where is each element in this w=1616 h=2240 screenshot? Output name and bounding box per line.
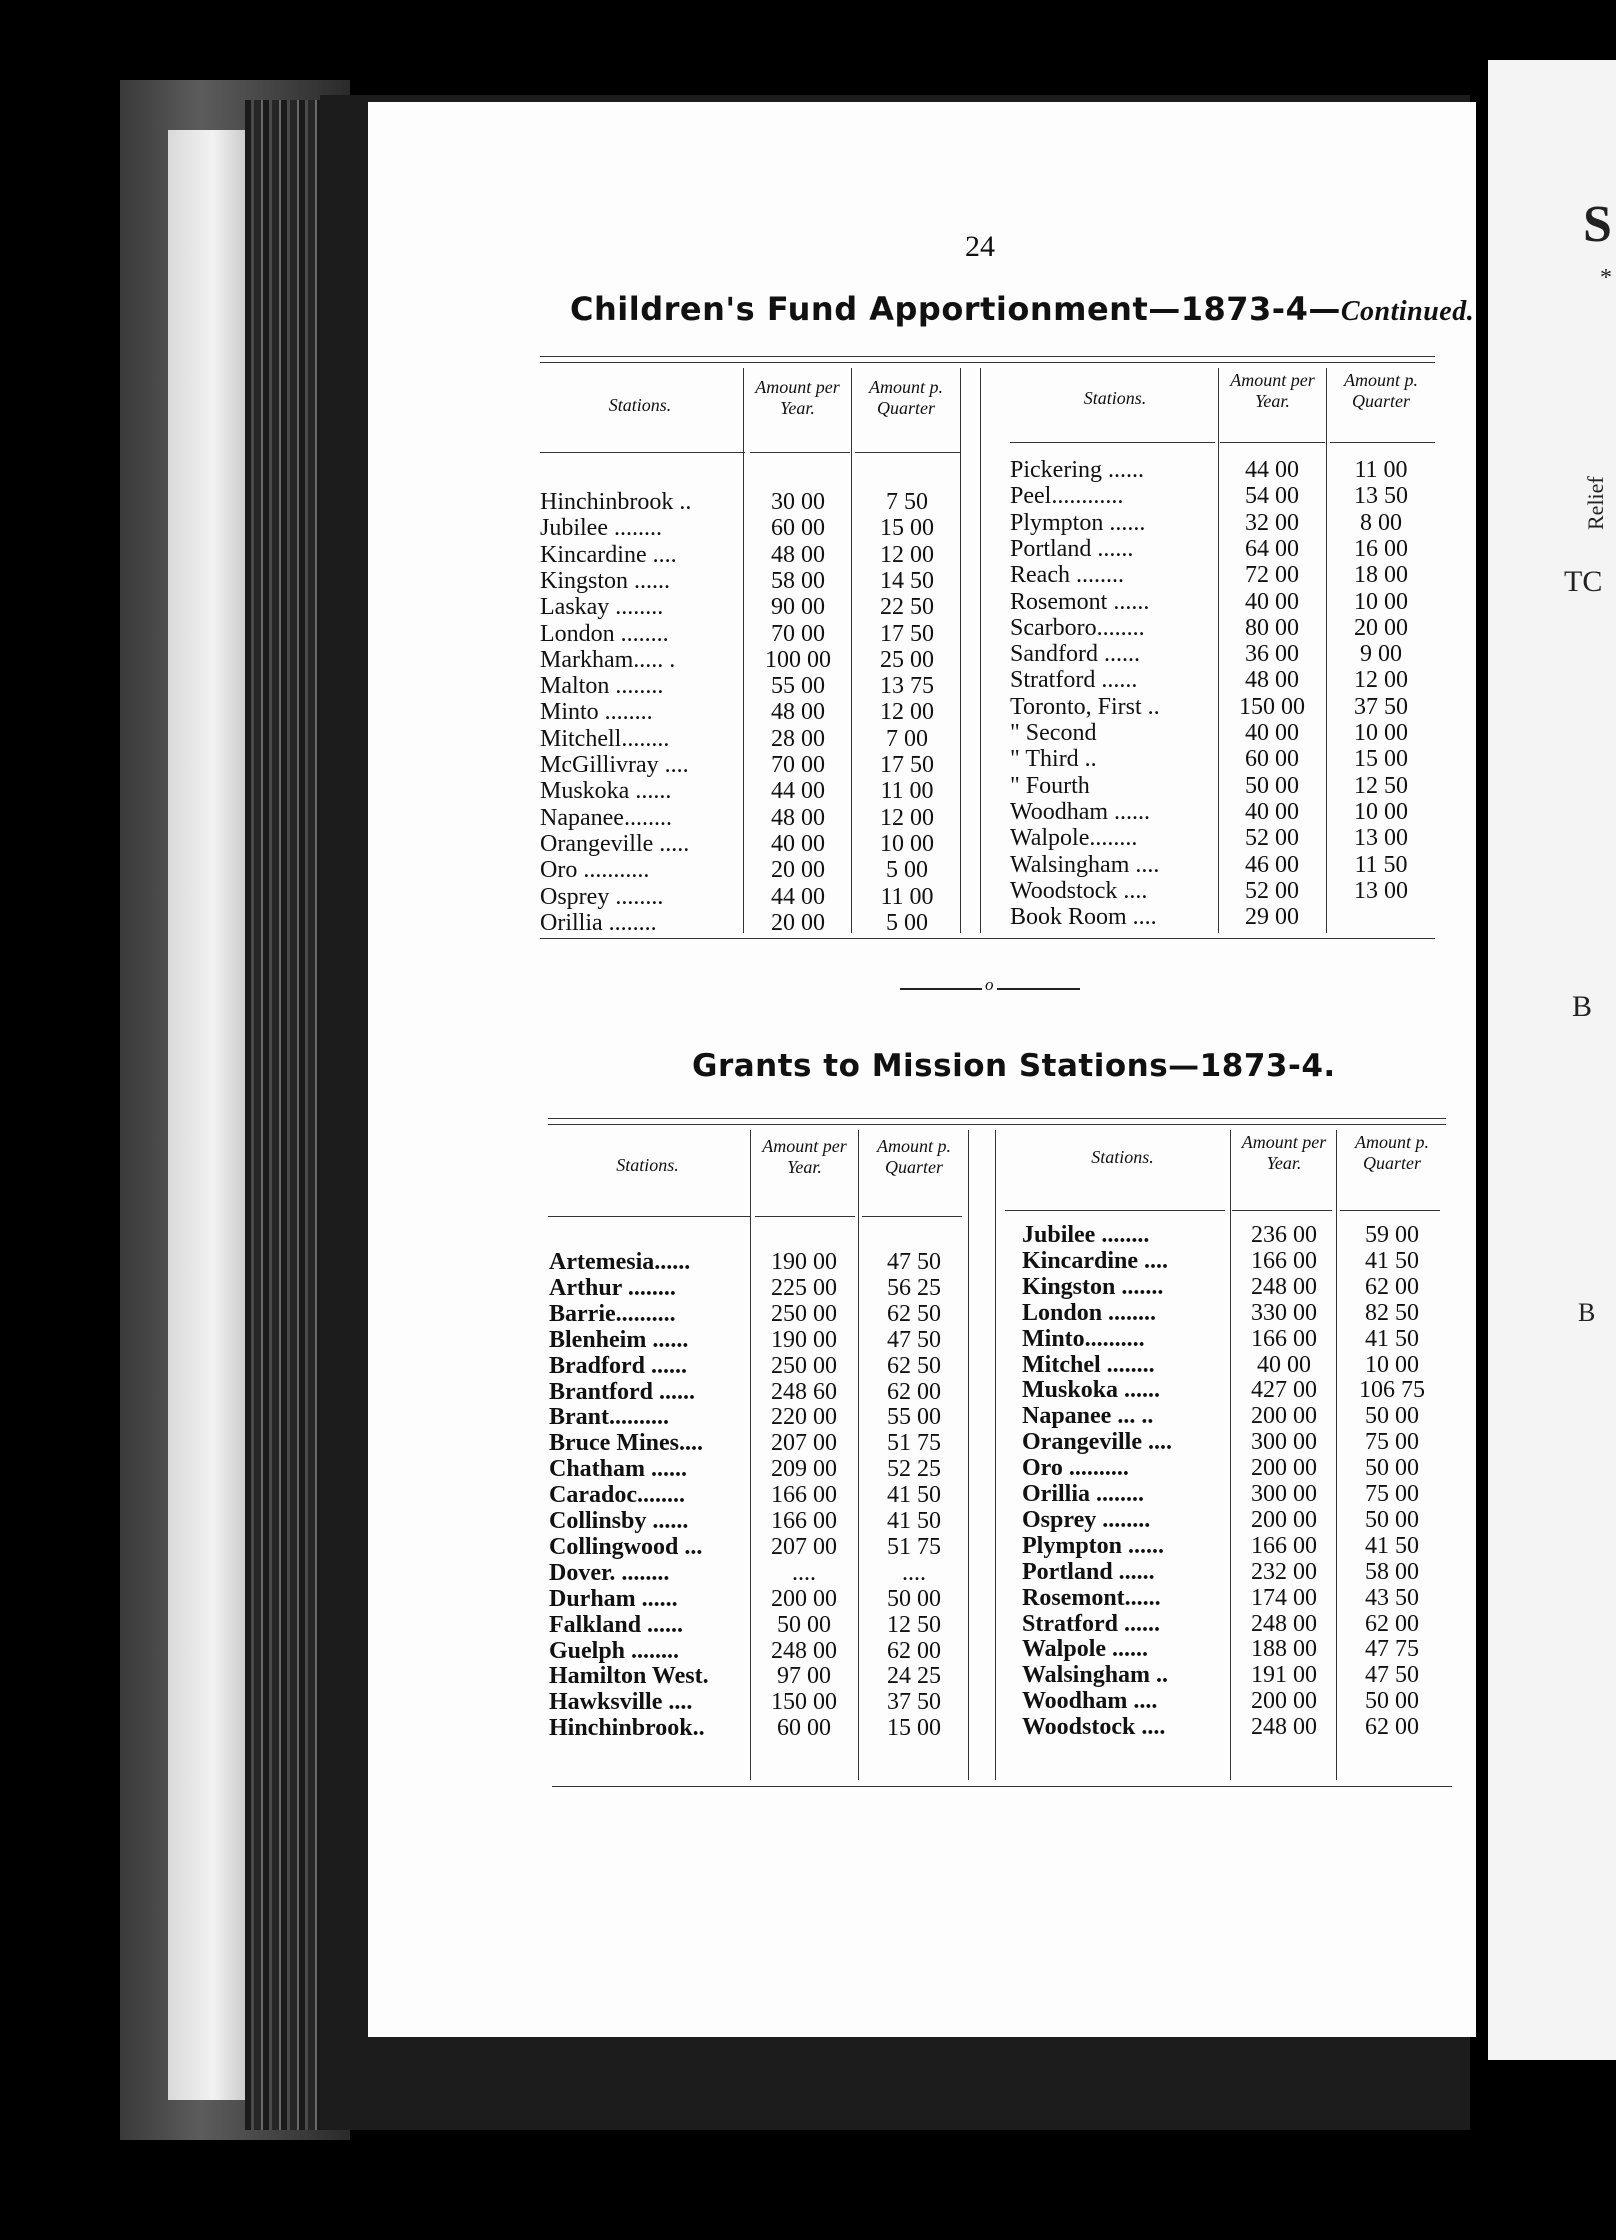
amount-per-quarter: 41 50 [1365,1532,1419,1559]
header-amount-quarter: Amount p. Quarter [1344,370,1418,411]
station-name: Napanee........ [540,804,672,831]
amount-per-year: 48 00 [771,804,825,831]
station-name: Toronto, First .. [1010,693,1160,720]
amount-per-year: 188 00 [1251,1636,1317,1663]
station-name: Oro ........... [540,857,650,884]
amount-per-quarter: 50 00 [1365,1688,1419,1715]
amount-per-year: 32 00 [1245,509,1299,536]
table-rule [548,1118,1446,1119]
amount-per-quarter: 8 00 [1360,509,1402,536]
adjacent-fragment: * [1600,265,1612,291]
station-name: Osprey ........ [1022,1506,1151,1533]
station-name: Bradford ...... [549,1352,687,1379]
station-name: Jubilee ........ [1022,1222,1150,1248]
amount-per-year: 40 00 [1245,798,1299,825]
amount-per-year: 220 00 [771,1404,837,1431]
station-name: Hamilton West. [549,1663,709,1690]
column-rule [1336,1130,1337,1780]
station-name: Caradoc........ [549,1482,685,1509]
amount-per-year: 30 00 [771,489,825,515]
table-rule [548,1216,750,1217]
amount-per-year: 200 00 [1251,1506,1317,1533]
amount-per-quarter: 10 00 [1354,798,1408,825]
amount-per-year: 207 00 [771,1533,837,1560]
amount-per-year: 190 00 [771,1326,837,1353]
column-rule [851,368,852,933]
amount-per-quarter: 25 00 [880,646,934,673]
table-rule [540,938,1435,939]
amount-per-year: 250 00 [771,1300,837,1327]
amount-per-quarter: 75 00 [1365,1481,1419,1507]
column-rule [1326,368,1327,933]
station-name: Walpole ...... [1022,1636,1149,1663]
station-name: Walsingham .. [1022,1662,1169,1689]
amount-per-quarter: 12 50 [1354,772,1408,799]
header-amount-year: Amount per Year. [762,1136,847,1177]
header-amount-quarter: Amount p. Quarter [1355,1132,1429,1173]
amount-per-quarter: 24 25 [887,1663,941,1690]
amount-per-quarter: 11 00 [1354,457,1408,483]
station-name: Kingston ...... [540,567,671,594]
amount-per-quarter: 50 00 [887,1585,941,1612]
station-name: Arthur ........ [549,1274,676,1301]
amount-per-quarter: 51 75 [887,1533,941,1560]
amount-per-quarter: 12 00 [880,699,934,726]
table-rule [540,452,745,453]
column-rule [968,1130,969,1780]
column-rule [858,1130,859,1780]
amount-per-quarter: 47 50 [1365,1662,1419,1689]
amount-per-quarter: 17 50 [880,620,934,647]
station-name: Orillia ........ [1022,1481,1144,1507]
adjacent-page [1488,60,1616,2060]
amount-per-quarter: 43 50 [1365,1584,1419,1611]
amount-per-year: 200 00 [771,1585,837,1612]
station-name: Mitchell........ [540,725,670,752]
header-amount-quarter: Amount p. Quarter [877,1136,951,1177]
table-rule [540,362,1435,363]
amount-per-year: 166 00 [771,1508,837,1534]
station-name: Orillia ........ [540,909,657,936]
column-rule [750,1130,751,1780]
amount-per-year: 52 00 [1245,877,1299,904]
amount-per-year: .... [792,1559,816,1586]
header-stations: Stations. [1091,1147,1154,1167]
adjacent-fragment: S [1583,196,1612,253]
amount-per-year: 50 00 [1245,772,1299,799]
header-amount-quarter: Amount p. Quarter [869,377,943,418]
amount-per-year: 40 00 [1245,720,1299,746]
station-name: Plympton ...... [1010,509,1146,536]
amount-per-quarter: 20 00 [1354,614,1408,641]
amount-per-quarter: 82 50 [1365,1299,1419,1326]
amount-per-quarter: 50 00 [1365,1506,1419,1533]
amount-per-quarter: 47 50 [887,1249,941,1275]
amount-per-quarter: 15 00 [887,1715,941,1742]
amount-per-quarter: 12 00 [880,541,934,568]
amount-per-quarter: 7 00 [886,725,928,752]
amount-per-year: 100 00 [765,646,831,673]
amount-per-quarter: 12 50 [887,1611,941,1638]
amount-per-year: 64 00 [1245,535,1299,562]
amount-per-quarter: 5 00 [886,909,928,936]
station-name: Barrie.......... [549,1300,676,1327]
amount-per-quarter: 75 00 [1365,1429,1419,1456]
station-name: London ........ [540,620,669,647]
station-name: Book Room .... [1010,904,1157,931]
station-name: Peel............ [1010,483,1124,510]
table-rule [1005,1210,1225,1211]
amount-per-quarter: 10 00 [880,830,934,857]
amount-per-quarter: 62 00 [1365,1610,1419,1637]
amount-per-quarter: 13 00 [1354,825,1408,852]
station-name: Blenheim ...... [549,1326,689,1353]
station-name: Portland ...... [1010,535,1134,562]
amount-per-quarter: 41 50 [1365,1247,1419,1274]
column-rule [1230,1130,1231,1780]
amount-per-quarter: 22 50 [880,594,934,621]
amount-per-year: 80 00 [1245,614,1299,641]
station-name: Rosemont ...... [1010,588,1150,615]
header-amount-year: Amount per Year. [1241,1132,1327,1173]
amount-per-quarter: 58 00 [1365,1558,1419,1585]
station-name: London ........ [1022,1299,1157,1326]
station-name: Brant.......... [549,1404,669,1431]
station-name: Stratford ...... [1010,667,1138,694]
station-name: Collinsby ...... [549,1508,689,1534]
amount-per-year: 248 60 [771,1378,837,1405]
amount-per-quarter: 5 00 [886,857,928,884]
station-name: Walpole........ [1010,825,1138,852]
station-name: Orangeville ..... [540,830,690,857]
amount-per-quarter: 16 00 [1354,535,1408,562]
amount-per-year: 236 00 [1251,1222,1317,1248]
station-name: Artemesia...... [549,1249,691,1275]
station-name: McGillivray .... [540,752,689,778]
station-name: Kincardine .... [540,541,677,568]
amount-per-year: 232 00 [1251,1558,1317,1585]
separator-mark: o [982,975,997,995]
station-name: Minto.......... [1022,1325,1145,1352]
amount-per-year: 248 00 [771,1637,837,1664]
amount-per-quarter: 7 50 [886,489,928,515]
station-name: Reach ........ [1010,562,1124,589]
amount-per-year: 166 00 [1251,1532,1317,1559]
station-name: Markham..... . [540,646,676,673]
amount-per-quarter: 47 50 [887,1326,941,1353]
amount-per-year: 44 00 [1245,457,1299,483]
station-name: " Fourth [1010,772,1090,799]
station-name: Walsingham .... [1010,851,1160,878]
amount-per-quarter: 14 50 [880,567,934,594]
amount-per-year: 330 00 [1251,1299,1317,1326]
amount-per-quarter: 13 00 [1354,877,1408,904]
amount-per-year: 200 00 [1251,1688,1317,1715]
table-rule [855,452,960,453]
station-name: Woodstock .... [1022,1714,1166,1741]
station-name: Collingwood ... [549,1533,703,1560]
station-name: Oro .......... [1022,1455,1129,1482]
amount-per-quarter: 18 00 [1354,562,1408,589]
table-rule [548,1124,1446,1125]
amount-per-quarter: 12 00 [880,804,934,831]
station-name: " Third .. [1010,746,1097,773]
amount-per-quarter: 37 50 [887,1689,941,1716]
station-name: Woodstock .... [1010,877,1148,904]
amount-per-quarter: 12 00 [1354,667,1408,694]
amount-per-year: 248 00 [1251,1714,1317,1741]
amount-per-year: 150 00 [1239,693,1305,720]
amount-per-year: 40 00 [771,830,825,857]
amount-per-quarter: 37 50 [1354,693,1408,720]
amount-per-quarter: 52 25 [887,1456,941,1483]
amount-per-quarter: 11 00 [880,883,934,910]
amount-per-year: 209 00 [771,1456,837,1483]
amount-per-quarter: 106 75 [1359,1377,1425,1404]
header-stations: Stations. [608,395,672,415]
station-name: Woodham ...... [1010,798,1151,825]
table1-title-main: Children's Fund Apportionment—1873-4— [570,290,1341,328]
station-name: Woodham .... [1022,1688,1158,1715]
amount-per-year: 29 00 [1245,904,1299,931]
amount-per-year: 97 00 [777,1663,831,1690]
amount-per-quarter: 55 00 [887,1404,941,1431]
station-name: Kincardine .... [1022,1247,1169,1274]
station-name: Muskoka ...... [540,778,672,805]
station-name: " Second [1010,720,1097,746]
table-rule [1220,442,1325,443]
station-name: Dover. ........ [549,1559,670,1586]
amount-per-year: 250 00 [771,1352,837,1379]
table-rule [540,356,1435,357]
station-name: Jubilee ........ [540,515,662,542]
amount-per-year: 174 00 [1251,1584,1317,1611]
station-name: Kingston ....... [1022,1273,1164,1300]
station-name: Chatham ...... [549,1456,688,1483]
amount-per-year: 55 00 [771,673,825,700]
amount-per-quarter: 50 00 [1365,1455,1419,1482]
station-name: Orangeville .... [1022,1429,1172,1456]
column-rule [1218,368,1219,933]
station-name: Falkland ...... [549,1611,684,1638]
amount-per-year: 60 00 [777,1715,831,1742]
amount-per-year: 166 00 [771,1482,837,1509]
table-rule [1232,1210,1332,1211]
station-name: Guelph ........ [549,1637,680,1664]
amount-per-year: 50 00 [777,1611,831,1638]
amount-per-quarter: 41 50 [887,1508,941,1534]
amount-per-quarter: 62 00 [1365,1714,1419,1741]
adjacent-fragment: TC [1564,565,1603,598]
table-rule [1330,442,1435,443]
amount-per-year: 48 00 [771,699,825,726]
amount-per-quarter: 11 00 [880,778,934,805]
table-rule [862,1216,962,1217]
station-name: Mitchel ........ [1022,1351,1155,1378]
amount-per-quarter: 10 00 [1354,720,1408,746]
amount-per-year: 20 00 [771,909,825,936]
station-name: Muskoka ...... [1022,1377,1161,1404]
amount-per-quarter: 56 25 [887,1274,941,1301]
station-name: Osprey ........ [540,883,664,910]
amount-per-quarter: 17 50 [880,752,934,778]
adjacent-fragment: B [1572,990,1593,1023]
amount-per-quarter: 13 50 [1354,483,1408,510]
amount-per-year: 166 00 [1251,1247,1317,1274]
amount-per-year: 166 00 [1251,1325,1317,1352]
amount-per-year: 40 00 [1257,1351,1311,1378]
amount-per-year: 40 00 [1245,588,1299,615]
table-rule [750,452,850,453]
amount-per-year: 248 00 [1251,1273,1317,1300]
amount-per-year: 28 00 [771,725,825,752]
station-name: Napanee ... .. [1022,1403,1154,1430]
amount-per-year: 48 00 [1245,667,1299,694]
amount-per-year: 20 00 [771,857,825,884]
amount-per-year: 300 00 [1251,1481,1317,1507]
adjacent-fragment: Relief [1583,476,1608,530]
header-stations: Stations. [1083,388,1147,408]
amount-per-year: 200 00 [1251,1403,1317,1430]
table-rule [1010,442,1215,443]
amount-per-quarter: 11 50 [1354,851,1408,878]
station-name: Scarboro........ [1010,614,1145,641]
amount-per-year: 72 00 [1245,562,1299,589]
amount-per-year: 58 00 [771,567,825,594]
station-name: Pickering ...... [1010,457,1144,483]
amount-per-year: 60 00 [771,515,825,542]
column-rule [960,368,961,933]
amount-per-year: 190 00 [771,1249,837,1275]
station-name: Hawksville .... [549,1689,693,1716]
amount-per-year: 44 00 [771,883,825,910]
amount-per-quarter: 15 00 [880,515,934,542]
amount-per-quarter: 47 75 [1365,1636,1419,1663]
page-number: 24 [965,230,995,263]
amount-per-year: 90 00 [771,594,825,621]
amount-per-quarter: 62 00 [1365,1273,1419,1300]
amount-per-year: 200 00 [1251,1455,1317,1482]
station-name: Hinchinbrook.. [549,1715,705,1742]
amount-per-year: 52 00 [1245,825,1299,852]
amount-per-quarter: 59 00 [1365,1222,1419,1248]
station-name: Bruce Mines.... [549,1430,703,1457]
amount-per-year: 207 00 [771,1430,837,1457]
amount-per-quarter: 62 00 [887,1637,941,1664]
amount-per-quarter: .... [902,1559,926,1586]
table2-title: Grants to Mission Stations—1873-4. [692,1048,1336,1084]
amount-per-year: 44 00 [771,778,825,805]
section-separator [900,977,1080,997]
station-name: Brantford ...... [549,1378,695,1405]
amount-per-year: 70 00 [771,620,825,647]
table-rule [552,1786,1452,1787]
amount-per-quarter: 62 00 [887,1378,941,1405]
station-name: Plympton ...... [1022,1532,1165,1559]
table-rule [755,1216,855,1217]
amount-per-quarter: 15 00 [1354,746,1408,773]
station-name: Malton ........ [540,673,664,700]
header-amount-year: Amount per Year. [1230,370,1315,411]
amount-per-year: 191 00 [1251,1662,1317,1689]
amount-per-quarter: 62 50 [887,1300,941,1327]
station-name: Stratford ...... [1022,1610,1160,1637]
amount-per-quarter: 51 75 [887,1430,941,1457]
amount-per-year: 427 00 [1251,1377,1317,1404]
amount-per-year: 60 00 [1245,746,1299,773]
amount-per-year: 300 00 [1251,1429,1317,1456]
amount-per-year: 150 00 [771,1689,837,1716]
amount-per-year: 248 00 [1251,1610,1317,1637]
amount-per-quarter: 10 00 [1354,588,1408,615]
station-name: Rosemont...... [1022,1584,1161,1611]
table-rule [1340,1210,1440,1211]
amount-per-quarter [1330,904,1432,930]
amount-per-year: 70 00 [771,752,825,778]
station-name: Sandford ...... [1010,641,1140,668]
header-stations: Stations. [616,1155,679,1175]
amount-per-quarter: 41 50 [1365,1325,1419,1352]
amount-per-quarter: 50 00 [1365,1403,1419,1430]
header-amount-year: Amount per Year. [755,377,840,418]
station-name: Portland ...... [1022,1558,1155,1585]
column-rule [995,1130,996,1780]
table1-title-suffix: Continued. [1340,296,1475,327]
amount-per-year: 54 00 [1245,483,1299,510]
table1-title [570,290,1474,328]
station-name: Durham ...... [549,1585,678,1612]
column-rule [743,368,744,933]
amount-per-year: 46 00 [1245,851,1299,878]
station-name: Hinchinbrook .. [540,489,692,515]
amount-per-year: 225 00 [771,1274,837,1301]
amount-per-quarter: 10 00 [1365,1351,1419,1378]
station-name: Laskay ........ [540,594,664,621]
amount-per-quarter: 62 50 [887,1352,941,1379]
column-rule [980,368,981,933]
adjacent-fragment: B [1578,1298,1596,1327]
amount-per-quarter: 41 50 [887,1482,941,1509]
amount-per-quarter: 9 00 [1360,641,1402,668]
amount-per-year: 48 00 [771,541,825,568]
amount-per-year: 36 00 [1245,641,1299,668]
station-name: Minto ........ [540,699,653,726]
amount-per-quarter: 13 75 [880,673,934,700]
